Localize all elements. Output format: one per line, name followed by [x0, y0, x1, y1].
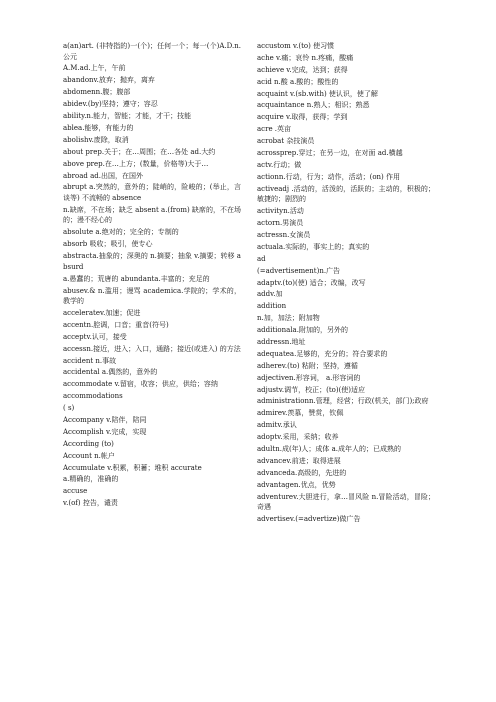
- vocabulary-entry: accidental a.偶然的，意外的: [63, 368, 158, 377]
- vocabulary-entry: accessn.接近，进入；入口，通路；接近(或进入) 的方法: [63, 344, 241, 353]
- vocabulary-entry: advantagen.优点，优势: [257, 480, 336, 489]
- vocabulary-entry: abstracta.抽象的；深奥的 n.摘要；抽象 v.摘要；转移 absurd: [63, 252, 241, 271]
- vocabulary-entry: advanceda.高级的，先进的: [257, 468, 347, 477]
- vocabulary-entry: abusev.& n.滥用；谩骂 academica.学院的；学术的，教学的: [63, 286, 241, 306]
- vocabulary-entry: acquire v.取得，获得；学到: [257, 113, 348, 122]
- vocabulary-entry: activityn.活动: [257, 207, 304, 216]
- vocabulary-entry: actressn.女演员: [257, 230, 311, 239]
- vocabulary-entry: n.加，加法；附加物: [257, 314, 320, 323]
- vocabulary-entry: actorn.男演员: [257, 219, 304, 228]
- vocabulary-entry: addressn.地址: [257, 337, 306, 346]
- vocabulary-entry: advertisev.(=advertize)做广告: [257, 515, 361, 524]
- vocabulary-entry: accident n.事故: [63, 356, 117, 365]
- vocabulary-entry: abidev.(by)坚持；遵守；容忍: [63, 100, 158, 109]
- vocabulary-entry: a.愚蠢的；荒唐的 abundanta.丰富的；充足的: [63, 274, 210, 283]
- vocabulary-entry: acquaint v.(sb.with) 使认识，使了解: [257, 89, 378, 98]
- vocabulary-entry: adequatea.足够的，充分的；符合要求的: [257, 349, 388, 358]
- vocabulary-entry: accentn.腔调，口音；重音(符号): [63, 320, 169, 329]
- vocabulary-entry: ache v.痛；哀怜 n.疼痛，酸痛: [257, 53, 354, 62]
- vocabulary-entry: actuala.实际的，事实上的；真实的: [257, 242, 370, 251]
- word-list-left: [63, 41, 241, 509]
- vocabulary-entry: advancev.前进；取得进展: [257, 456, 341, 465]
- vocabulary-entry: administrationn.管理，经营；行政(机关，部门);政府: [257, 397, 429, 406]
- vocabulary-entry: acre .英亩: [257, 125, 292, 134]
- vocabulary-entry: acrossprep.穿过；在另一边，在对面 ad.横越: [257, 149, 403, 158]
- vocabulary-entry: Accumulate v.积累，积蓄；堆积 accurate: [63, 463, 202, 472]
- vocabulary-entry: achieve v.完成，达到；获得: [257, 65, 348, 74]
- vocabulary-entry: accommodate v.留宿，收容；供应，供给；容纳: [63, 380, 218, 389]
- vocabulary-entry: acid n.酸 a.酸的；酸性的: [257, 77, 339, 86]
- vocabulary-entry: accuse: [63, 487, 88, 496]
- vocabulary-entry: adventurev.大胆进行，拿…冒风险 n.冒险活动，冒险；奇遇: [257, 492, 435, 512]
- vocabulary-entry: ( s): [63, 404, 75, 413]
- vocabulary-entry: acceptv.认可，接受: [63, 332, 127, 341]
- vocabulary-entry: acquaintance n.熟人；相识；熟悉: [257, 101, 370, 110]
- vocabulary-entry: admitv.承认: [257, 421, 297, 430]
- vocabulary-entry: actionn.行动，行为；动作，活动；(on) 作用: [257, 172, 401, 181]
- vocabulary-entry: Accomplish v.完成，实现: [63, 427, 147, 436]
- vocabulary-entry: a(an)art. (非特指的)一(个)；任何一个；每一(个)A.D.n.公元: [63, 42, 241, 61]
- vocabulary-entry: v.(of) 控告，谴责: [63, 499, 118, 508]
- vocabulary-entry: Accompany v.陪伴，陪同: [63, 416, 147, 425]
- vocabulary-entry: abandonv.放弃；抛弃，离弃: [63, 76, 155, 85]
- vocabulary-entry: activeadj .活动的，活泼的，活跃的；主动的，积极的；敏捷的；剧烈的: [257, 184, 435, 204]
- vocabulary-entry: abrupt a.突然的，意外的；陡峭的，险峻的；(举止，言谈等) 不流畅的 absence: [63, 183, 241, 202]
- vocabulary-entry: ability.n.能力，智能；才能，才干；技能: [63, 112, 192, 121]
- vocabulary-entry: According (to): [63, 439, 114, 448]
- vocabulary-entry: a.精确的，准确的: [63, 475, 119, 484]
- vocabulary-entry: absorb 吸收；吸引，使专心: [63, 240, 153, 249]
- vocabulary-entry: (=advertisement)n.广告: [257, 266, 341, 275]
- vocabulary-entry: abolishv.废除，取消: [63, 135, 129, 144]
- vocabulary-entry: acceleratev.加速；促进: [63, 309, 141, 317]
- vocabulary-column-right: [257, 41, 435, 526]
- vocabulary-entry: abroad ad.出国，在国外: [63, 171, 143, 180]
- vocabulary-entry: addition: [257, 302, 287, 311]
- vocabulary-entry: ad: [257, 254, 266, 263]
- vocabulary-entry: admirev.羡慕，赞赏，钦佩: [257, 409, 344, 418]
- vocabulary-entry: acrobat 杂技演员: [257, 137, 315, 146]
- vocabulary-entry: adaptv.(to)(使) 适合；改编，改写: [257, 278, 366, 287]
- vocabulary-entry: adultn.成(年)人；成体 a.成年人的；已成熟的: [257, 444, 402, 453]
- word-list-right: [257, 41, 435, 525]
- vocabulary-entry: abdomenn.腹；腹部: [63, 88, 131, 97]
- vocabulary-entry: ablea.能够，有能力的: [63, 123, 134, 132]
- vocabulary-entry: adherev.(to) 粘附；坚持，遵循: [257, 361, 358, 370]
- vocabulary-entry: adjectiven.形容词， a.形容词的: [257, 373, 361, 382]
- vocabulary-entry: actv.行动；做: [257, 160, 302, 169]
- vocabulary-entry: addv.加: [257, 290, 283, 299]
- vocabulary-entry: absolute a.绝对的；完全的；专制的: [63, 228, 179, 237]
- vocabulary-entry: additionala.附加的，另外的: [257, 326, 348, 335]
- vocabulary-entry: n.缺席，不在场；缺乏 absent a.(from) 缺席的，不在场的；漫不经心的: [63, 205, 241, 225]
- vocabulary-entry: above prep.在…上方；(数量，价格等)大于…: [63, 159, 209, 168]
- vocabulary-column-left: [63, 41, 241, 510]
- vocabulary-entry: A.M.ad.上午，午前: [63, 64, 126, 73]
- vocabulary-entry: adoptv.采用，采纳；收养: [257, 433, 339, 442]
- vocabulary-entry: accustom v.(to) 使习惯: [257, 42, 335, 50]
- vocabulary-entry: accommodations: [63, 392, 123, 401]
- vocabulary-entry: Account n.帐户: [63, 451, 115, 460]
- vocabulary-entry: adjustv.调节，校正；(to)(使)适应: [257, 385, 366, 394]
- vocabulary-entry: about prep.关于；在…周围；在…各处 ad.大约: [63, 147, 216, 156]
